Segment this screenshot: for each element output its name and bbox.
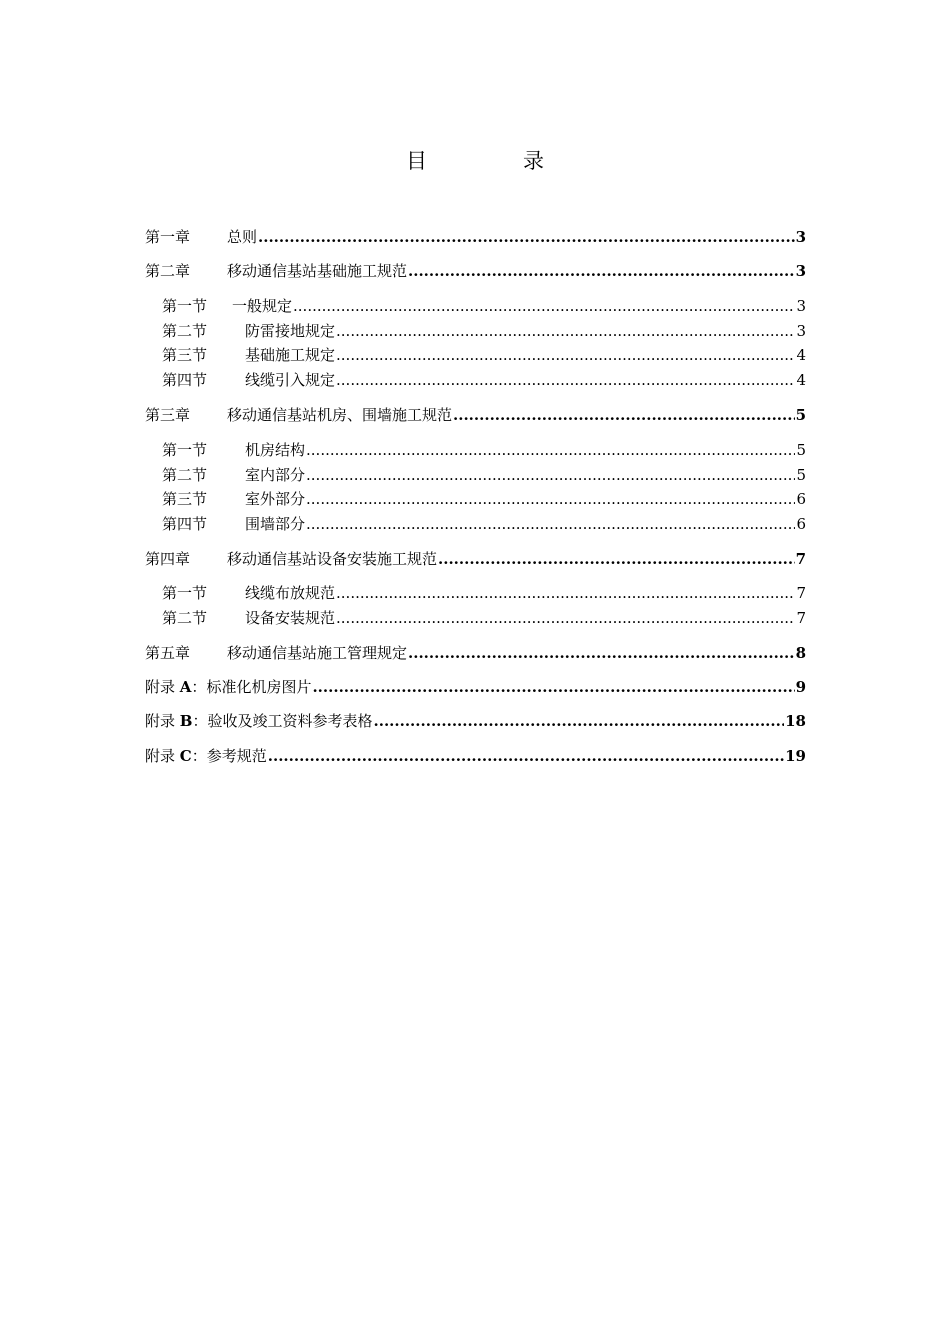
page-number: 6 (796, 490, 806, 508)
page-number: 3 (795, 228, 806, 246)
appendix-separator: ： (192, 712, 208, 730)
leader-dots (408, 642, 795, 664)
toc-entry-appendix-b[interactable] (145, 710, 806, 732)
toc-entry-section-2-1[interactable] (162, 295, 806, 317)
page-number: 19 (785, 747, 806, 765)
page-number: 4 (796, 346, 806, 364)
section-label: 第三节 (162, 490, 208, 508)
chapter-label: 第二章 (145, 262, 191, 280)
leader-dots (306, 439, 795, 461)
page-number: 9 (795, 678, 806, 696)
section-heading: 防雷接地规定 (245, 322, 336, 340)
leader-dots (306, 488, 795, 510)
toc-title-part1: 目 (406, 149, 427, 173)
leader-dots (336, 607, 795, 629)
chapter-label: 第四章 (145, 550, 191, 568)
section-label: 第三节 (162, 346, 208, 364)
section-label: 第四节 (162, 371, 208, 389)
page-number: 5 (796, 466, 806, 484)
leader-dots (268, 745, 784, 767)
page-number: 6 (796, 515, 806, 533)
appendix-letter: A (179, 678, 192, 696)
leader-dots (293, 295, 795, 317)
toc-title (0, 146, 950, 176)
page-number: 3 (795, 262, 806, 280)
page-number: 18 (785, 712, 806, 730)
leader-dots (408, 260, 795, 282)
page-number: 5 (795, 406, 806, 424)
page-number: 4 (796, 371, 806, 389)
section-heading: 一般规定 (232, 297, 293, 315)
toc-entry-section-2-4[interactable] (162, 369, 806, 391)
leader-dots (306, 513, 795, 535)
toc-entry-appendix-a[interactable] (145, 676, 806, 698)
leader-dots (312, 676, 794, 698)
toc-entry-chapter-4[interactable] (145, 548, 806, 570)
chapter-heading: 移动通信基站施工管理规定 (227, 644, 408, 662)
section-heading: 设备安装规范 (245, 609, 336, 627)
chapter-heading: 移动通信基站设备安装施工规范 (227, 550, 438, 568)
toc-title-part2: 录 (523, 149, 544, 173)
toc-entry-chapter-3[interactable] (145, 404, 806, 426)
toc-entry-chapter-5[interactable] (145, 642, 806, 664)
toc-entry-chapter-1[interactable] (145, 226, 806, 248)
appendix-prefix: 附录 (145, 678, 180, 696)
chapter-heading: 总则 (227, 228, 258, 246)
section-label: 第二节 (162, 466, 208, 484)
leader-dots (336, 320, 795, 342)
chapter-heading: 移动通信基站机房、围墙施工规范 (227, 406, 453, 424)
leader-dots (453, 404, 795, 426)
appendix-letter: C (179, 747, 192, 765)
chapter-label: 第一章 (145, 228, 191, 246)
page-number: 7 (795, 550, 806, 568)
toc-entry-section-4-1[interactable] (162, 582, 806, 604)
toc-entry-section-4-2[interactable] (162, 607, 806, 629)
appendix-label (145, 745, 207, 767)
appendix-label (145, 676, 206, 698)
leader-dots (336, 344, 795, 366)
toc-entry-chapter-2[interactable] (145, 260, 806, 282)
page-number: 7 (796, 609, 806, 627)
section-label: 第四节 (162, 515, 208, 533)
section-heading: 线缆引入规定 (245, 371, 336, 389)
section-label: 第二节 (162, 609, 208, 627)
page-number: 3 (796, 297, 806, 315)
page-number: 5 (796, 441, 806, 459)
section-label: 第二节 (162, 322, 208, 340)
toc-entry-section-3-4[interactable] (162, 513, 806, 535)
toc-entry-appendix-c[interactable] (145, 745, 806, 767)
section-label: 第一节 (162, 584, 208, 602)
section-label: 第一节 (162, 297, 208, 315)
appendix-letter: B (179, 712, 193, 730)
toc-entry-section-3-1[interactable] (162, 439, 806, 461)
toc-entry-section-3-2[interactable] (162, 464, 806, 486)
section-heading: 室内部分 (245, 466, 306, 484)
section-heading: 线缆布放规范 (245, 584, 336, 602)
toc-entry-section-2-3[interactable] (162, 344, 806, 366)
appendix-label (145, 710, 207, 732)
page-number: 7 (796, 584, 806, 602)
leader-dots (336, 582, 795, 604)
page-number: 8 (795, 644, 806, 662)
section-label: 第一节 (162, 441, 208, 459)
leader-dots (374, 710, 785, 732)
appendix-separator: ： (191, 747, 207, 765)
page-number: 3 (796, 322, 806, 340)
chapter-label: 第三章 (145, 406, 191, 424)
leader-dots (438, 548, 795, 570)
appendix-prefix: 附录 (145, 747, 180, 765)
appendix-heading: 参考规范 (206, 747, 267, 765)
leader-dots (306, 464, 795, 486)
appendix-separator: ： (191, 678, 207, 696)
section-heading: 室外部分 (245, 490, 306, 508)
appendix-heading: 标准化机房图片 (206, 678, 312, 696)
section-heading: 机房结构 (245, 441, 306, 459)
leader-dots (336, 369, 795, 391)
chapter-heading: 移动通信基站基础施工规范 (227, 262, 408, 280)
appendix-heading: 验收及竣工资料参考表格 (207, 712, 373, 730)
chapter-label: 第五章 (145, 644, 191, 662)
leader-dots (258, 226, 795, 248)
section-heading: 围墙部分 (245, 515, 306, 533)
section-heading: 基础施工规定 (245, 346, 336, 364)
toc-entry-section-3-3[interactable] (162, 488, 806, 510)
toc-entry-section-2-2[interactable] (162, 320, 806, 342)
appendix-prefix: 附录 (145, 712, 180, 730)
